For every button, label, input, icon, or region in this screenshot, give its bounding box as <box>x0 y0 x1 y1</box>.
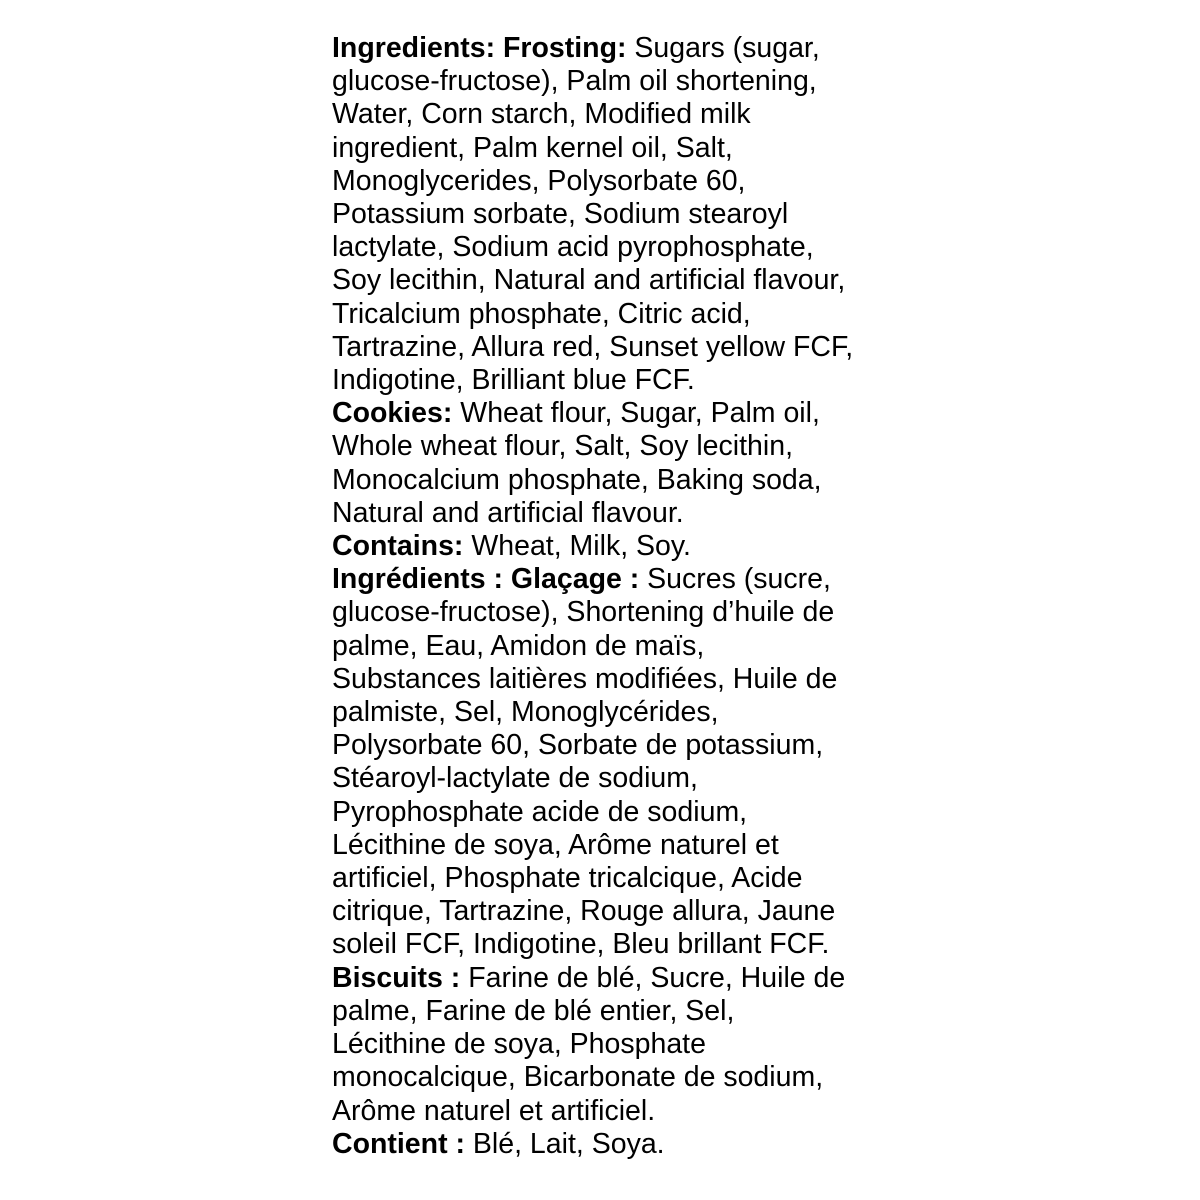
text-line: Whole wheat flour, Salt, Soy lecithin, <box>332 430 793 463</box>
text-line: Tartrazine, Allura red, Sunset yellow FCF, <box>332 330 854 363</box>
text-line: monocalcique, Bicarbonate de sodium, <box>332 1061 824 1094</box>
text-line: palme, Eau, Amidon de maïs, <box>332 629 705 662</box>
text-line: Substances laitières modifiées, Huile de <box>332 662 838 695</box>
text-line <box>332 397 892 430</box>
text-line: ingredient, Palm kernel oil, Salt, <box>332 131 733 164</box>
allergen-text: Blé, Lait, Soya. <box>472 1127 665 1160</box>
text-line: glucose-fructose), Palm oil shortening, <box>332 65 817 98</box>
text-line: Stéaroyl-lactylate de sodium, <box>332 762 698 795</box>
text-line <box>332 563 892 596</box>
text-line: Potassium sorbate, Sodium stearoyl <box>332 198 789 231</box>
allergen-text: Wheat, Milk, Soy. <box>471 530 691 563</box>
section-heading: Ingredients: Frosting: <box>332 32 627 64</box>
text-line <box>332 32 892 65</box>
text-line: Soy lecithin, Natural and artificial flavour, <box>332 264 846 297</box>
text-line <box>332 1128 892 1161</box>
text-line: Arôme naturel et artificiel. <box>332 1094 656 1127</box>
text-line: Water, Corn starch, Modified milk <box>332 98 751 131</box>
section-heading: Biscuits : <box>332 961 461 994</box>
text-line: Lécithine de soya, Arôme naturel et <box>332 828 779 861</box>
ingredient-text: Wheat flour, Sugar, Palm oil, <box>460 397 820 430</box>
ingredient-text: Sucres (sucre, <box>647 563 831 596</box>
biscuits-section-fr <box>332 962 892 1128</box>
ingredient-text: Farine de blé, Sucre, Huile de <box>468 961 846 994</box>
text-line: Indigotine, Brilliant blue FCF. <box>332 364 695 397</box>
text-line: artificiel, Phosphate tricalcique, Acide <box>332 862 803 895</box>
cookies-section-en <box>332 397 892 530</box>
section-heading: Contient : <box>332 1127 465 1160</box>
text-line: glucose-fructose), Shortening d’huile de <box>332 596 835 629</box>
text-line: Polysorbate 60, Sorbate de potassium, <box>332 729 824 762</box>
ingredient-label <box>332 32 892 1161</box>
ingredients-section-fr <box>332 563 892 961</box>
text-line: Natural and artificial flavour. <box>332 496 684 529</box>
text-line <box>332 530 892 563</box>
text-line: Pyrophosphate acide de sodium, <box>332 795 748 828</box>
ingredient-text: Sugars (sugar, <box>634 32 820 64</box>
text-line: Lécithine de soya, Phosphate <box>332 1028 706 1061</box>
text-line: Monocalcium phosphate, Baking soda, <box>332 463 822 496</box>
text-line: lactylate, Sodium acid pyrophosphate, <box>332 231 814 264</box>
text-line: Tricalcium phosphate, Citric acid, <box>332 297 751 330</box>
text-line: palmiste, Sel, Monoglycérides, <box>332 696 719 729</box>
section-heading: Ingrédients : Glaçage : <box>332 563 640 596</box>
text-line: citrique, Tartrazine, Rouge allura, Jaune <box>332 895 836 928</box>
section-heading: Contains: <box>332 530 464 563</box>
contains-section-fr <box>332 1128 892 1161</box>
contains-section-en <box>332 530 892 563</box>
ingredients-section-en <box>332 32 892 397</box>
section-heading: Cookies: <box>332 397 453 430</box>
text-line: Monoglycerides, Polysorbate 60, <box>332 164 746 197</box>
text-line <box>332 962 892 995</box>
text-line: soleil FCF, Indigotine, Bleu brillant FCF. <box>332 928 830 961</box>
text-line: palme, Farine de blé entier, Sel, <box>332 994 735 1027</box>
